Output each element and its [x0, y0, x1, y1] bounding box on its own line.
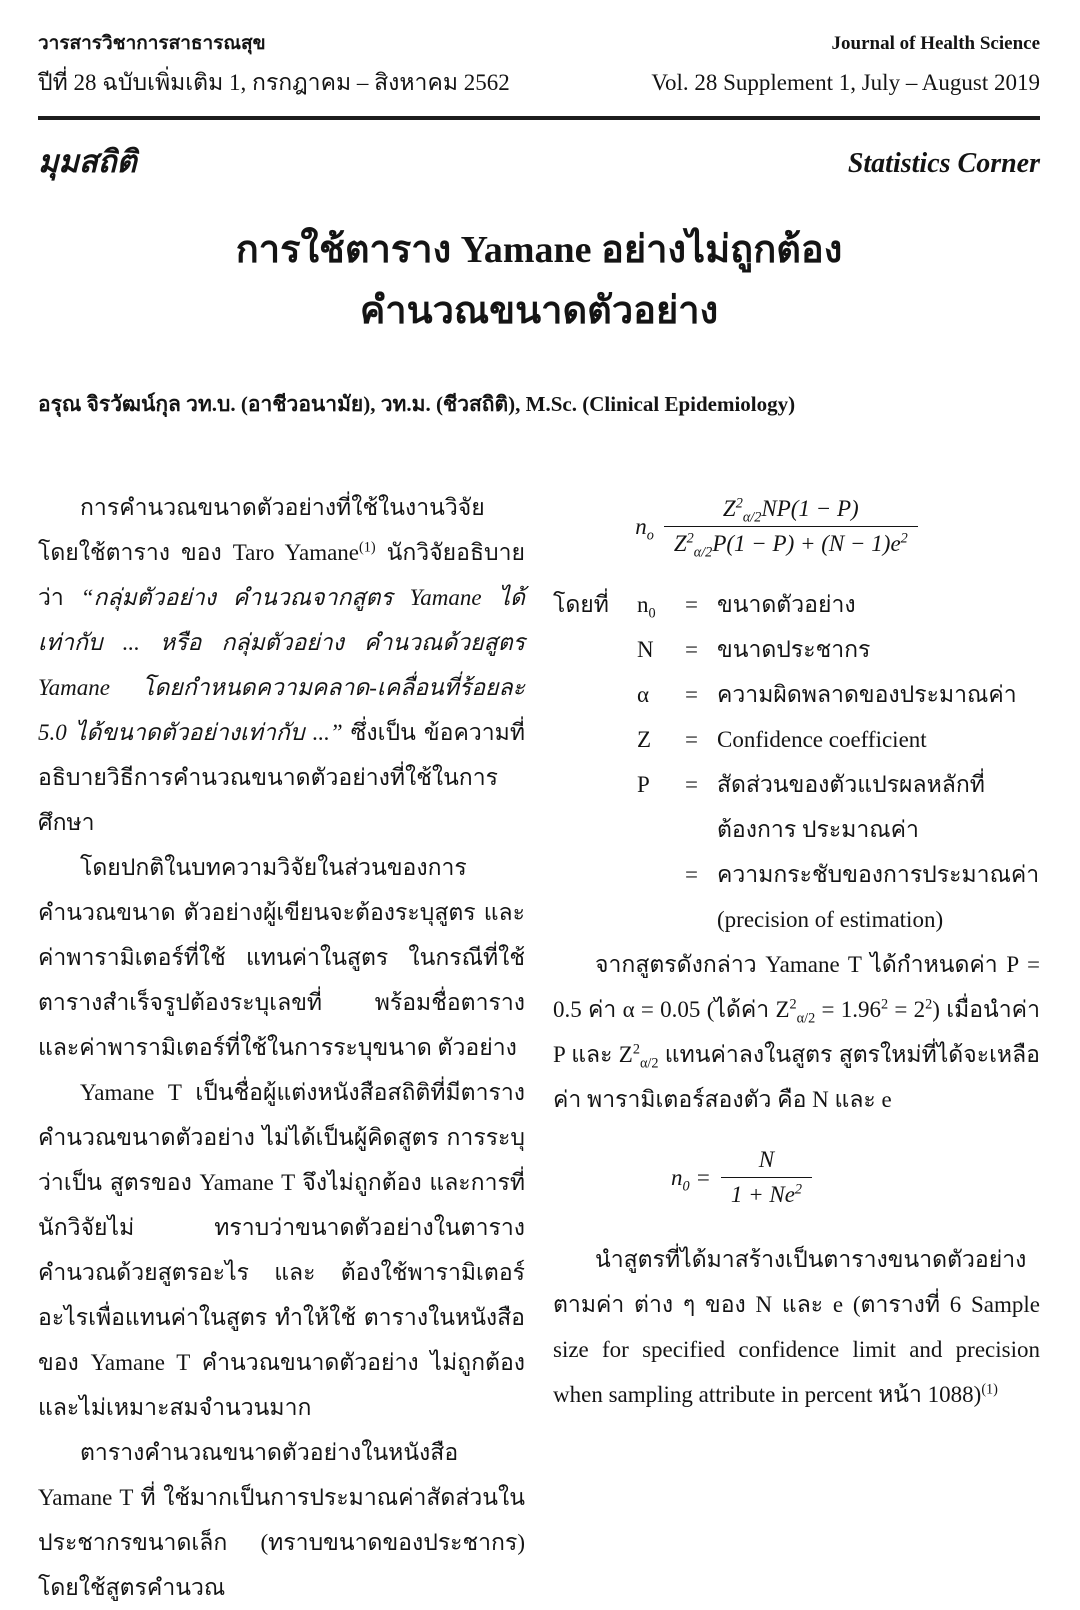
section-label-thai: มุมสถิติ — [38, 144, 137, 179]
header-divider — [38, 116, 1040, 120]
definition-row: โดยที่ $n_0$ = ขนาดตัวอย่าง — [553, 582, 1040, 627]
paragraph-table-reference: นำสูตรที่ได้มาสร้างเป็นตารางขนาดตัวอย่างตามค่า ต่าง ๆ ของ N และ e (ตารางที่ 6 Sample size for specified confidence limit and precision when sampling attribute in percent หน้า 1088)$^{(1)}$ — [553, 1247, 1040, 1407]
symbol: $n_0$ — [637, 592, 656, 622]
left-column — [38, 485, 525, 1610]
symbol: N — [637, 637, 654, 662]
paragraph-table-usage: ตารางคำนวณขนาดตัวอย่างในหนังสือ Yamane T ที่ ใช้มากเป็นการประมาณค่าสัดส่วนในประชากรขนาดเล็ก (ทราบขนาดของประชากร) โดยใช้สูตรคำนวณ — [38, 1440, 525, 1600]
article-title-line1: การใช้ตาราง Yamane อย่างไม่ถูกต้อง — [235, 229, 843, 271]
article-title-line2: คำนวณขนาดตัวอย่าง — [359, 290, 719, 332]
paragraph-reporting: โดยปกติในบทความวิจัยในส่วนของการคำนวณขนาด ตัวอย่างผู้เขียนจะต้องระบุสูตร และค่าพารามิเตอร์ที่ใช้ แทนค่าในสูตร ในกรณีที่ใช้ตารางสำเร็จรูปต้องระบุเลขที่ พร้อมชื่อตาราง และค่าพารามิเตอร์ที่ใช้ในการระบุขนาด ตัวอย่าง — [38, 855, 525, 1060]
fraction-numerator: N — [721, 1146, 812, 1178]
symbol: Z — [637, 727, 652, 752]
symbol: P — [637, 772, 650, 797]
formula-yamane-simplified — [553, 1146, 930, 1209]
issue-line-english: Vol. 28 Supplement 1, July – August 2019 — [651, 70, 1040, 95]
definition-row: N = ขนาดประชากร — [553, 627, 1040, 672]
paragraph-yamane-author: Yamane T เป็นชื่อผู้แต่งหนังสือสถิติที่มีตาราง คำนวณขนาดตัวอย่าง ไม่ได้เป็นผู้คิดสูตร การระบุว่าเป็น สูตรของ Yamane T จึงไม่ถูกต้อง และการที่นักวิจัยไม่ ทราบว่าขนาดตัวอย่างในตารางคำนวณด้วยสูตรอะไร และ ต้องใช้พารามิเตอร์อะไรเพื่อแทนค่าในสูตร ทำให้ใช้ ตารางในหนังสือของ Yamane T คำนวณขนาดตัวอย่าง ไม่ถูกต้อง และไม่เหมาะสมจำนวนมาก — [38, 1080, 525, 1420]
fraction — [664, 495, 918, 561]
symbol: α — [637, 682, 650, 707]
fraction-numerator: $Z^2_{\alpha/2}NP(1 - P)$ — [664, 495, 918, 527]
formula-yamane-full — [553, 495, 1000, 561]
definition-row: P = สัดส่วนของตัวแปรผลหลักที่ต้องการ ประมาณค่า — [553, 762, 1040, 852]
journal-title-thai: วารสารวิชาการสาธารณสุข — [38, 33, 266, 54]
journal-title-english: Journal of Health Science — [831, 33, 1040, 54]
paragraph-substitution: จากสูตรดังกล่าว Yamane T ได้กำหนดค่า P = 0.5 ค่า α = 0.05 (ได้ค่า $Z^2_{\alpha/2} = 1.96^2 = 2^2$) เมื่อนำค่า P และ $Z^2_{\alpha/2}$ แทนค่าลงในสูตร สูตรใหม่ที่ได้จะเหลือค่า พารามิเตอร์สองตัว คือ N และ e — [553, 952, 1040, 1112]
formula-lhs: $n_0$ = — [670, 1164, 711, 1195]
formula-lhs: $n_o$ — [635, 513, 654, 544]
definition-row: α = ความผิดพลาดของประมาณค่า — [553, 672, 1040, 717]
body-columns — [38, 485, 1040, 1610]
fraction — [721, 1146, 812, 1209]
definition-row: Z = Confidence coefficient — [553, 717, 1040, 762]
fraction-denominator: $Z^2_{\alpha/2}P(1 - P) + (N - 1)e^2$ — [673, 530, 908, 561]
section-label-english: Statistics Corner — [847, 148, 1040, 179]
page-header — [38, 28, 1040, 186]
issue-line-thai: ปีที่ 28 ฉบับเพิ่มเติม 1, กรกฎาคม – สิงหาคม 2562 — [38, 70, 510, 95]
right-column — [553, 485, 1040, 1610]
definitions-list — [553, 582, 1040, 942]
author-line: อรุณ จิรวัฒน์กุล วท.บ. (อาชีวอนามัย), วท.ม. (ชีวสถิติ), M.Sc. (Clinical Epidemiology) — [38, 392, 796, 416]
article-title — [38, 220, 1040, 342]
paragraph-intro: การคำนวณขนาดตัวอย่างที่ใช้ในงานวิจัยโดยใช้ตาราง ของ Taro Yamane$^{(1)}$ นักวิจัยอธิบายว่า “กลุ่มตัวอย่าง คำนวณจากสูตร Yamane ได้เท่ากับ ... หรือ กลุ่มตัวอย่าง คำนวณด้วยสูตร Yamane โดยกำหนดความคลาด-เคลื่อนที่ร้อยละ 5.0 ได้ขนาดตัวอย่างเท่ากับ ...” ซึ่งเป็น ข้อความที่อธิบายวิธีการคำนวณขนาดตัวอย่างที่ใช้ในการ ศึกษา — [38, 495, 525, 835]
definition-row: = ความกระชับของการประมาณค่า (precision of estimation) — [553, 852, 1040, 942]
fraction-denominator: $1 + Ne^2$ — [730, 1181, 803, 1207]
symbol — [637, 852, 685, 942]
